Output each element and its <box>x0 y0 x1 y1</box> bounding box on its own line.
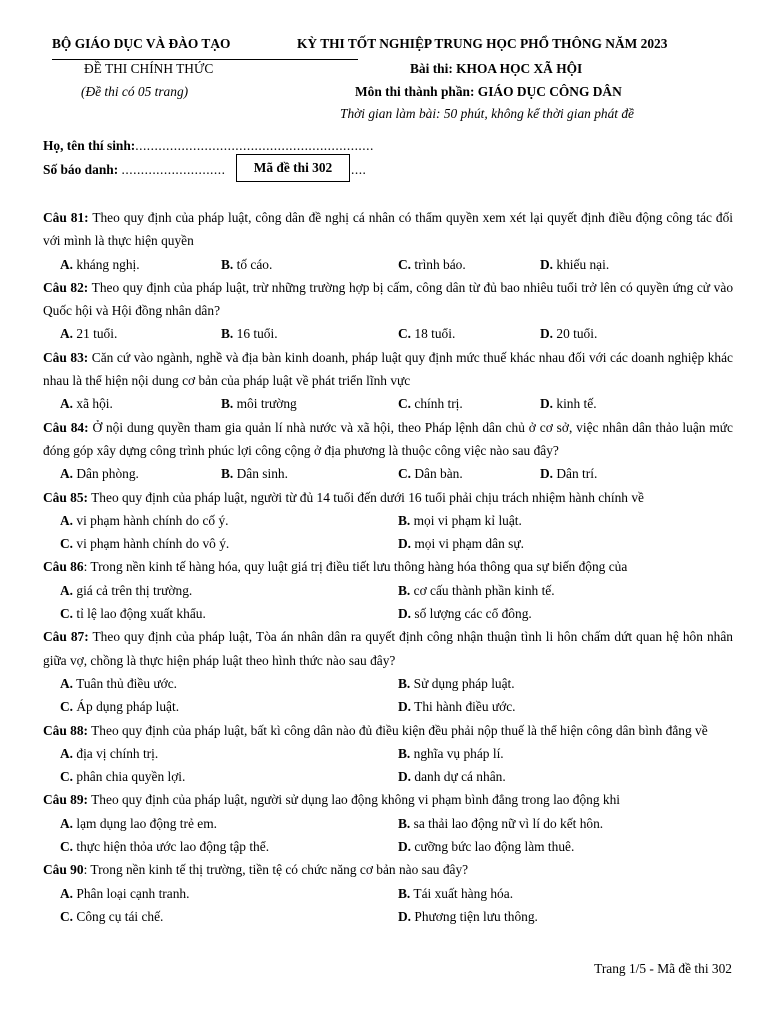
answer-option <box>60 462 139 485</box>
answer-option-text: sa thải lao động nữ vì lí do kết hôn. <box>413 815 604 831</box>
answer-options-row <box>43 742 733 765</box>
answer-option <box>60 509 229 532</box>
ministry-name: BỘ GIÁO DỤC VÀ ĐÀO TẠO <box>52 36 231 51</box>
question-text: Theo quy định của pháp luật, người từ đủ 14 tuổi đến dưới 16 tuổi phải chịu trách nhiệm hành chính về <box>91 489 644 505</box>
answer-option <box>60 835 269 858</box>
answer-option-key: A. <box>60 466 74 482</box>
answer-option-key: D. <box>398 699 412 715</box>
question-item <box>43 555 733 625</box>
answer-option <box>398 532 524 555</box>
answer-option-text: kháng nghị. <box>76 256 140 272</box>
answer-option <box>60 602 206 625</box>
answer-option-key: A. <box>60 256 74 272</box>
answer-option <box>398 905 538 928</box>
question-text: Theo quy định của pháp luật, Tòa án nhân dân ra quyết định công nhận thuận tình li hôn chấm dứt quan hệ hôn nhân giữa vợ, chồng là thực hiện pháp luật theo hình thức nào sau đây? <box>43 629 733 668</box>
question-item <box>43 788 733 858</box>
answer-options-row <box>43 602 733 625</box>
answer-option <box>398 392 463 415</box>
answer-option-text: môi trường <box>236 396 297 412</box>
answer-option-key: C. <box>398 256 412 272</box>
answer-option-text: tỉ lệ lao động xuất khẩu. <box>76 606 206 622</box>
question-stem <box>43 858 733 881</box>
question-item <box>43 719 733 789</box>
answer-option-text: lạm dụng lao động trẻ em. <box>76 815 217 831</box>
answer-option-key: B. <box>398 745 411 761</box>
answer-option-text: Công cụ tái chế. <box>76 908 164 924</box>
answer-option-text: Sử dụng pháp luật. <box>413 675 515 691</box>
answer-options-row <box>43 322 733 345</box>
question-text: : Trong nền kinh tế thị trường, tiền tệ có chức năng cơ bản nào sau đây? <box>83 862 469 878</box>
answer-option <box>60 322 117 345</box>
answer-option-key: A. <box>60 815 74 831</box>
answer-options-row <box>43 462 733 485</box>
question-item <box>43 486 733 556</box>
answer-option-key: D. <box>398 536 412 552</box>
answer-option <box>540 462 597 485</box>
question-number: Câu 89: <box>43 792 89 808</box>
pages-note: (Đề thi có 05 trang) <box>81 84 189 99</box>
answer-option <box>60 695 179 718</box>
answer-option-text: Tái xuất hàng hóa. <box>413 885 514 901</box>
answer-option <box>398 672 515 695</box>
candidate-name-row <box>43 138 374 154</box>
answer-option-text: Dân sinh. <box>236 466 288 482</box>
answer-option <box>398 509 522 532</box>
answer-option <box>60 672 177 695</box>
answer-option <box>540 392 597 415</box>
question-stem <box>43 625 733 672</box>
candidate-name-dots: .............................................................. <box>135 138 374 153</box>
question-stem <box>43 555 733 578</box>
answer-option-key: B. <box>221 326 234 342</box>
question-text: Theo quy định của pháp luật, trừ những trường hợp bị cấm, công dân từ đủ bao nhiêu tuổi trở lên có quyền ứng cử vào Quốc hội và Hội đồng nhân dân? <box>43 279 734 319</box>
answer-option <box>221 392 297 415</box>
answer-option-text: nghĩa vụ pháp lí. <box>413 745 504 761</box>
answer-option-key: D. <box>540 396 554 412</box>
answer-option <box>60 253 140 276</box>
answer-option <box>540 253 609 276</box>
answer-option <box>398 835 574 858</box>
candidate-id-dots-tail: .... <box>351 162 367 177</box>
answer-option-key: D. <box>540 256 554 272</box>
answer-option-text: khiếu nại. <box>556 256 610 272</box>
answer-option-text: Phương tiện lưu thông. <box>414 908 538 924</box>
answer-options-row <box>43 765 733 788</box>
answer-option-key: B. <box>398 885 411 901</box>
answer-option <box>398 765 506 788</box>
question-number: Câu 86 <box>43 559 84 575</box>
question-stem <box>43 486 733 509</box>
answer-option-key: C. <box>60 699 74 715</box>
candidate-id-label: Số báo danh: <box>43 162 119 177</box>
answer-option <box>398 695 516 718</box>
answer-option <box>398 812 603 835</box>
answer-option-key: B. <box>221 256 234 272</box>
answer-option-key: B. <box>398 815 411 831</box>
answer-option <box>540 322 597 345</box>
answer-option-text: danh dự cá nhân. <box>414 769 506 785</box>
answer-option-text: giá cả trên thị trường. <box>76 582 193 598</box>
answer-option-text: Dân phòng. <box>76 466 139 482</box>
question-text: Ở nội dung quyền tham gia quản lí nhà nước và xã hội, theo Pháp lệnh dân chủ ở cơ sở, việc nhân dân thảo luận mức đóng góp xây dựng công trình phúc lợi công cộng ở địa phương là thuộc công việc nào sau đây? <box>43 419 733 458</box>
answer-option-key: C. <box>398 466 412 482</box>
answer-option-text: Dân trí. <box>556 466 598 482</box>
question-text: Căn cứ vào ngành, nghề và địa bàn kinh doanh, pháp luật quy định mức thuế khác nhau đối với các doanh nghiệp khác nhau là thể hiện nội dung cơ bản của pháp luật về phát triển lĩnh vực <box>43 349 733 389</box>
question-stem <box>43 206 733 253</box>
answer-options-row <box>43 835 733 858</box>
answer-option-key: C. <box>60 536 74 552</box>
answer-option <box>398 579 555 602</box>
answer-option <box>60 765 185 788</box>
question-number: Câu 90 <box>43 862 84 878</box>
question-item <box>43 416 733 486</box>
answer-options-row <box>43 905 733 928</box>
question-stem <box>43 788 733 811</box>
question-stem <box>43 416 733 463</box>
answer-options-row <box>43 695 733 718</box>
answer-option-text: vi phạm hành chính do vô ý. <box>76 536 230 552</box>
question-text: Theo quy định của pháp luật, công dân đề nghị cá nhân có thẩm quyền xem xét lại quyết định điều động công tác đối với mình là thực hiện quyền <box>43 210 734 249</box>
answer-option-key: B. <box>221 466 234 482</box>
answer-options-row <box>43 579 733 602</box>
answer-option-key: C. <box>398 326 412 342</box>
answer-option-key: D. <box>398 606 412 622</box>
answer-option-key: A. <box>60 745 74 761</box>
exam-code-box: Mã đề thi 302 <box>236 154 350 182</box>
question-list <box>43 206 733 928</box>
answer-option-text: cơ cấu thành phần kinh tế. <box>413 582 555 598</box>
answer-option <box>398 322 455 345</box>
answer-options-row <box>43 812 733 835</box>
question-item <box>43 346 733 416</box>
answer-option-text: 21 tuổi. <box>76 326 118 342</box>
answer-option-text: Dân bàn. <box>414 466 463 482</box>
candidate-id-dots: ........................... <box>121 162 226 177</box>
answer-option-key: D. <box>398 769 412 785</box>
answer-option-key: C. <box>60 769 74 785</box>
subject-title: Bài thi: KHOA HỌC XÃ HỘI <box>410 61 583 76</box>
question-item <box>43 858 733 928</box>
answer-option-key: C. <box>398 396 412 412</box>
question-number: Câu 87: <box>43 629 89 645</box>
answer-option-key: C. <box>60 606 74 622</box>
answer-option <box>398 462 463 485</box>
question-number: Câu 88: <box>43 722 89 738</box>
page-footer: Trang 1/5 - Mã đề thi 302 <box>594 961 732 976</box>
question-number: Câu 81: <box>43 210 89 225</box>
answer-option <box>60 882 189 905</box>
ministry-underline <box>52 59 358 60</box>
answer-option <box>221 462 288 485</box>
answer-option-text: trình báo. <box>414 256 466 272</box>
answer-option-key: A. <box>60 675 74 691</box>
answer-option-text: phân chia quyền lợi. <box>76 769 186 785</box>
answer-option-key: B. <box>398 675 411 691</box>
answer-option-key: A. <box>60 326 74 342</box>
answer-options-row <box>43 509 733 532</box>
time-note: Thời gian làm bài: 50 phút, không kể thời gian phát đề <box>340 106 634 121</box>
answer-option-text: Phân loại cạnh tranh. <box>76 885 190 901</box>
question-number: Câu 85: <box>43 489 89 505</box>
answer-option <box>60 532 229 555</box>
answer-option-key: D. <box>540 466 554 482</box>
answer-option <box>398 602 532 625</box>
answer-option-text: kinh tế. <box>556 396 597 412</box>
answer-option-key: D. <box>398 908 412 924</box>
answer-option-text: vi phạm hành chính do cố ý. <box>76 512 229 528</box>
answer-option-text: số lượng các cổ đông. <box>414 606 532 622</box>
answer-option-text: chính trị. <box>414 396 463 412</box>
answer-option-key: A. <box>60 396 74 412</box>
answer-option-key: C. <box>60 839 74 855</box>
answer-options-row <box>43 253 733 276</box>
question-text: Theo quy định của pháp luật, người sử dụng lao động không vi phạm bình đẳng trong lao động khi <box>91 792 621 808</box>
official-exam-label: ĐỀ THI CHÍNH THỨC <box>84 61 214 76</box>
answer-option-text: cưỡng bức lao động làm thuê. <box>414 839 575 855</box>
question-item <box>43 276 733 346</box>
answer-option <box>60 392 113 415</box>
answer-option-key: C. <box>60 908 74 924</box>
question-number: Câu 84: <box>43 419 89 435</box>
answer-option <box>221 322 278 345</box>
answer-option-key: A. <box>60 885 74 901</box>
answer-option-text: xã hội. <box>76 396 113 412</box>
answer-option-text: mọi vi phạm kỉ luật. <box>413 512 522 528</box>
question-item <box>43 625 733 718</box>
answer-option-text: thực hiện thỏa ước lao động tập thể. <box>76 839 270 855</box>
answer-option-text: Thi hành điều ước. <box>414 699 516 715</box>
question-number: Câu 82: <box>43 279 89 295</box>
answer-option-key: D. <box>398 839 412 855</box>
question-stem <box>43 719 733 742</box>
answer-option-text: địa vị chính trị. <box>76 745 159 761</box>
candidate-id-row <box>43 162 225 178</box>
answer-option-text: mọi vi phạm dân sự. <box>414 536 524 552</box>
answer-option-key: B. <box>221 396 234 412</box>
answer-option <box>60 742 158 765</box>
answer-option <box>398 742 504 765</box>
exam-title: KỲ THI TỐT NGHIỆP TRUNG HỌC PHỔ THÔNG NĂM 2023 <box>297 36 668 51</box>
answer-option-text: 16 tuổi. <box>236 326 278 342</box>
answer-option-key: B. <box>398 582 411 598</box>
answer-option <box>60 579 192 602</box>
answer-option <box>398 882 513 905</box>
answer-option-text: Áp dụng pháp luật. <box>76 699 180 715</box>
answer-option-key: A. <box>60 512 74 528</box>
answer-option <box>60 905 163 928</box>
answer-option-text: Tuân thủ điều ước. <box>76 675 178 691</box>
question-number: Câu 83: <box>43 349 89 365</box>
component-subject: Môn thi thành phần: GIÁO DỤC CÔNG DÂN <box>355 84 622 99</box>
answer-options-row <box>43 882 733 905</box>
answer-options-row <box>43 392 733 415</box>
answer-option <box>221 253 272 276</box>
answer-option <box>398 253 466 276</box>
answer-option-key: A. <box>60 582 74 598</box>
question-item <box>43 206 733 276</box>
question-stem <box>43 276 733 323</box>
answer-option-key: B. <box>398 512 411 528</box>
answer-options-row <box>43 672 733 695</box>
question-text: : Trong nền kinh tế hàng hóa, quy luật giá trị điều tiết lưu thông hàng hóa thông qua sự biến động của <box>83 559 628 575</box>
candidate-name-label: Họ, tên thí sinh: <box>43 138 136 153</box>
answer-option-text: tố cáo. <box>236 256 273 272</box>
answer-option-text: 20 tuổi. <box>556 326 598 342</box>
question-stem <box>43 346 733 393</box>
answer-option <box>60 812 217 835</box>
question-text: Theo quy định của pháp luật, bất kì công dân nào đủ điều kiện đều phải nộp thuế là thể hiện công dân bình đẳng về <box>91 722 708 738</box>
answer-options-row <box>43 532 733 555</box>
answer-option-text: 18 tuổi. <box>414 326 456 342</box>
answer-option-key: D. <box>540 326 554 342</box>
